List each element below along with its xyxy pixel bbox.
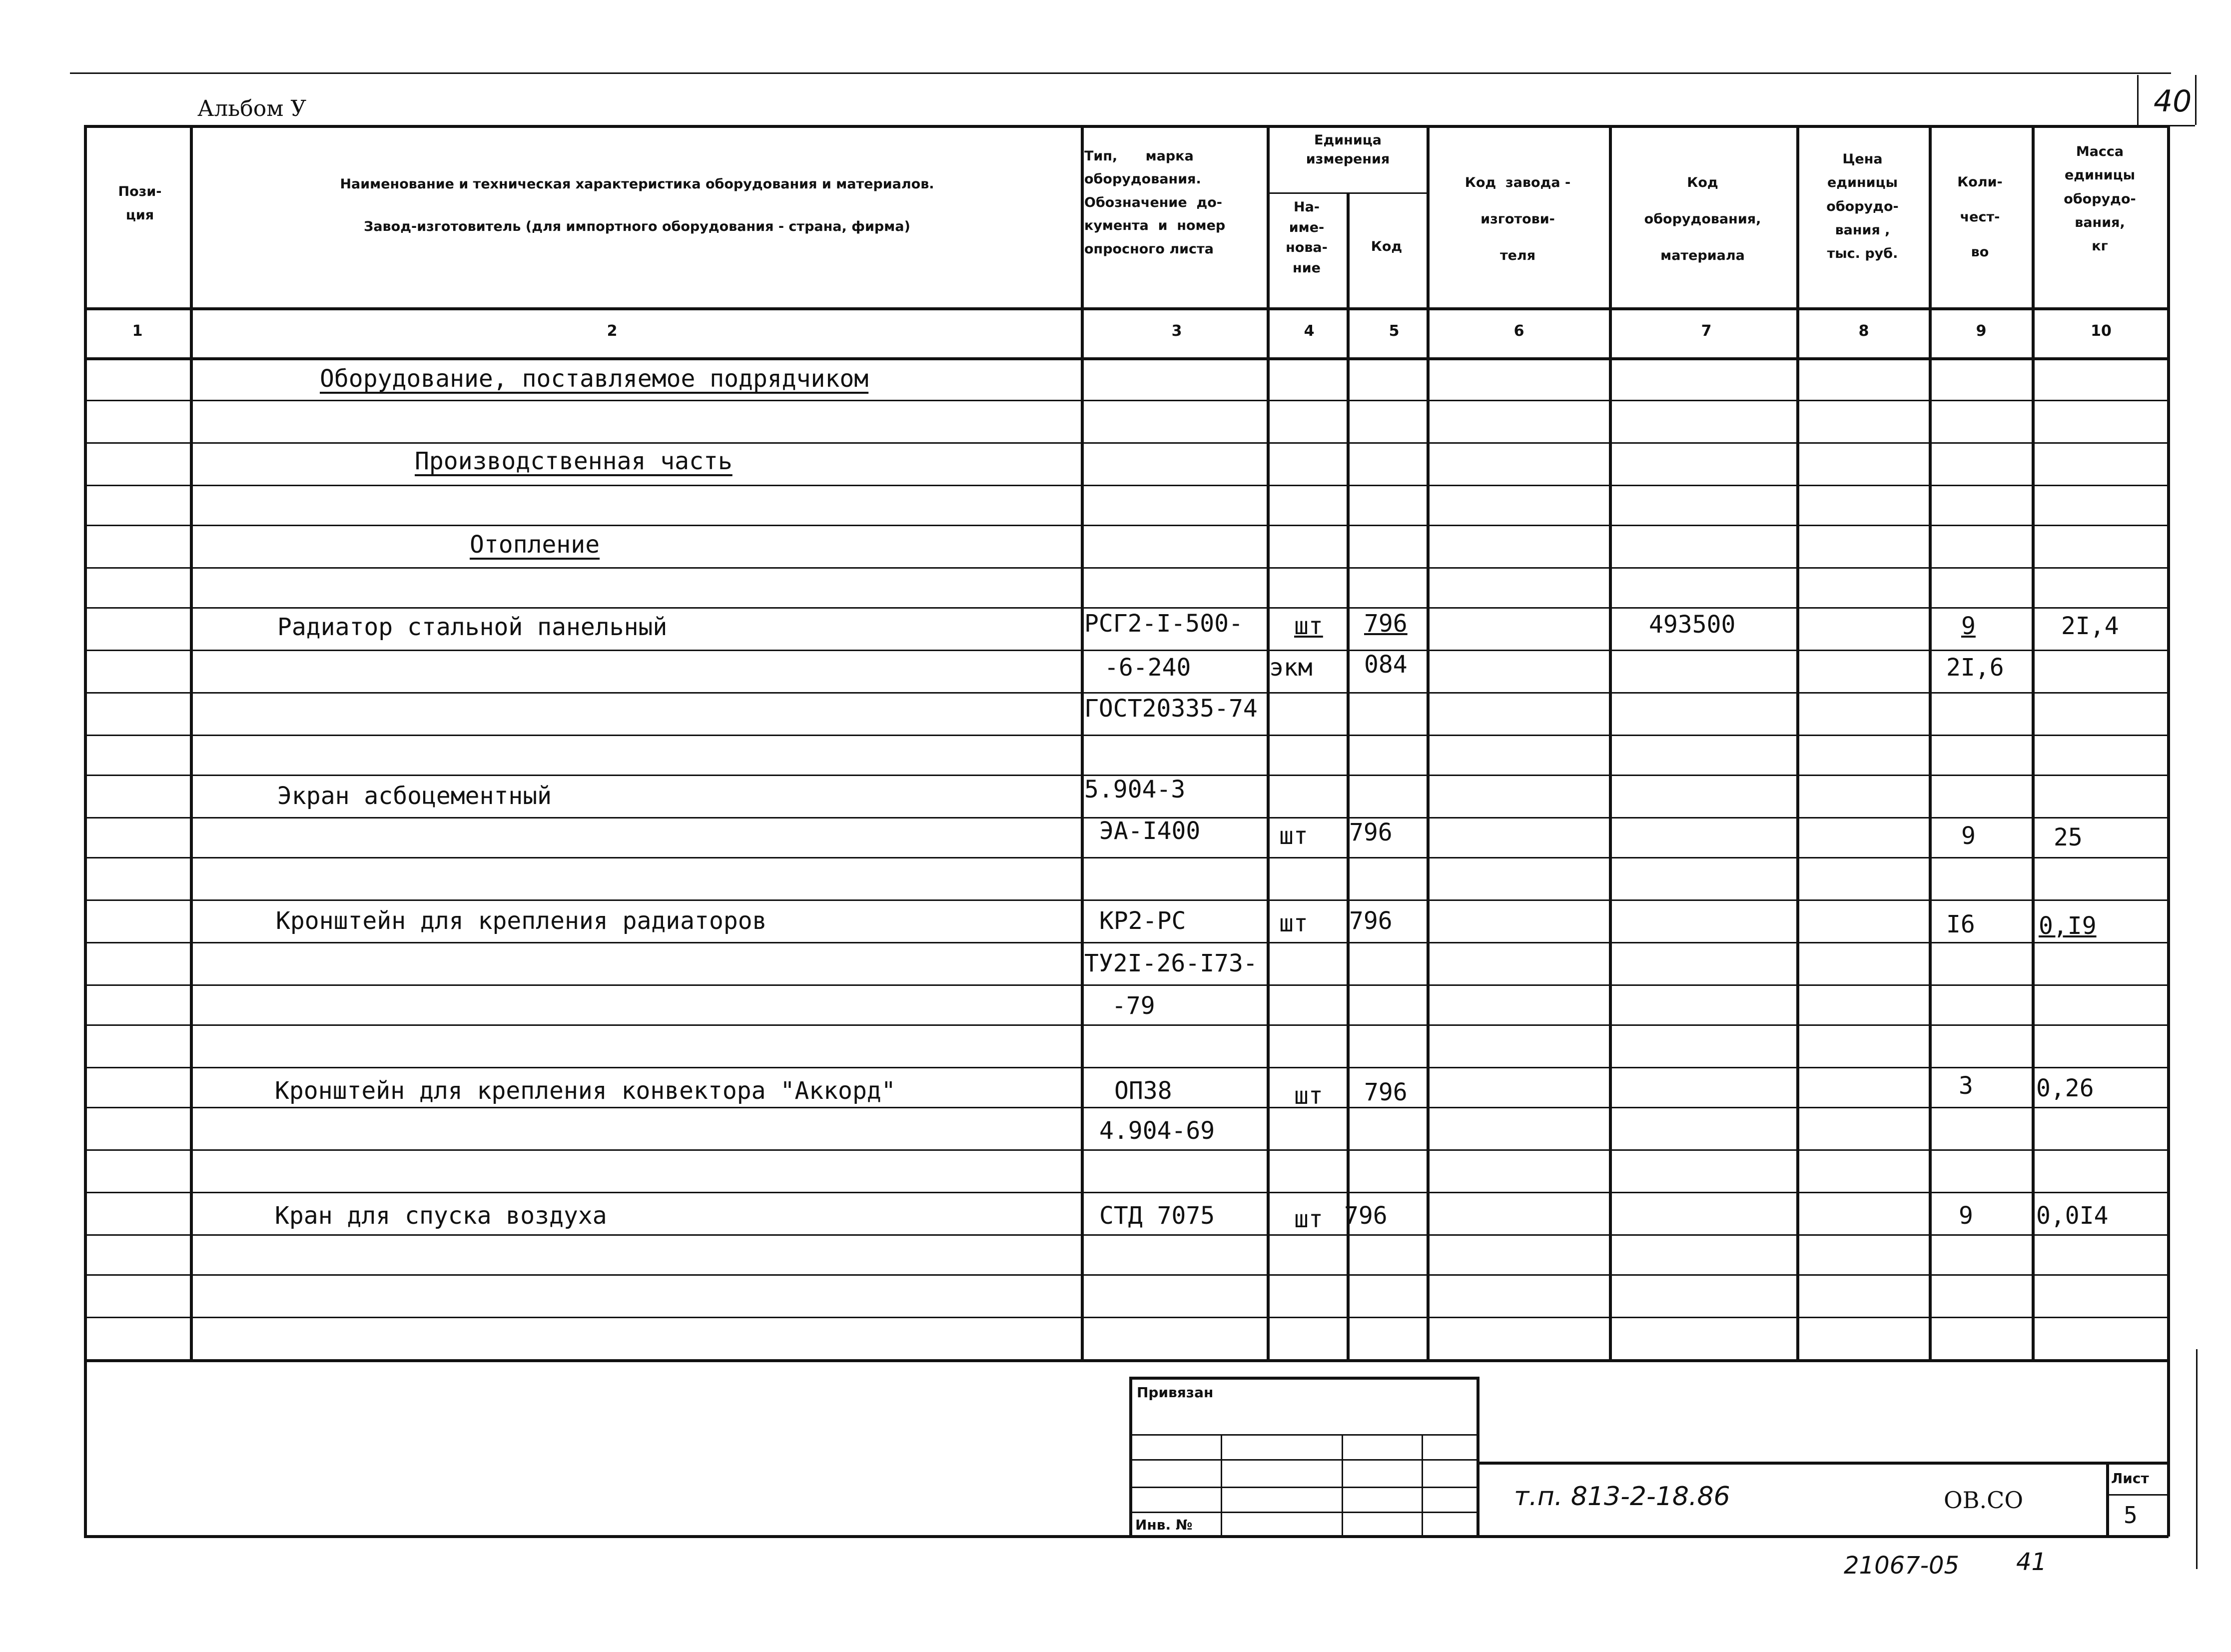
bracket-convector-code: 796 bbox=[1364, 1078, 1408, 1106]
radiator-unit-1: шт bbox=[1294, 612, 1323, 640]
radiator-quantity: 9 bbox=[1961, 612, 1976, 640]
screen-unit: шт bbox=[1279, 822, 1308, 850]
screen-code: 796 bbox=[1349, 819, 1393, 846]
colnum-2: 2 bbox=[607, 322, 618, 340]
section-production: Производственная часть bbox=[415, 447, 733, 475]
page-number: 40 bbox=[2154, 84, 2192, 119]
body-bottom-line bbox=[84, 1359, 2169, 1362]
header-name-line2: Завод-изготовитель (для импортного оборудования - страна, фирма) bbox=[364, 219, 910, 234]
colnum-6: 6 bbox=[1513, 322, 1524, 340]
header-quantity: Коли- чест- во bbox=[1957, 174, 2003, 260]
colnum-1: 1 bbox=[132, 322, 143, 340]
bracket-convector-unit: шт bbox=[1294, 1082, 1323, 1110]
document-code: т.п. 813-2-18.86 bbox=[1514, 1482, 1730, 1512]
radiator-type-2: -6-240 bbox=[1104, 654, 1191, 682]
colnum-bottom-line bbox=[84, 357, 2169, 360]
table-right-border bbox=[2167, 125, 2170, 1537]
header-equipment-code: Код оборудования, материала bbox=[1644, 175, 1761, 263]
bracket-convector-name: Кронштейн для крепления конвектора "Аккорд" bbox=[275, 1077, 896, 1105]
bracket-convector-type-2: 4.904-69 bbox=[1099, 1117, 1215, 1145]
inventory-number-label: Инв. № bbox=[1135, 1517, 1193, 1533]
right-margin-line bbox=[2196, 1349, 2198, 1569]
screen-type-1: 5.904-3 bbox=[1084, 776, 1186, 804]
section-code: ОВ.СО bbox=[1944, 1487, 2024, 1514]
header-unit-name: На- име- нова- ние bbox=[1286, 199, 1328, 276]
radiator-type-3: ГОСТ20335-74 bbox=[1084, 695, 1258, 723]
air-valve-unit: шт bbox=[1294, 1205, 1323, 1233]
radiator-code-1: 796 bbox=[1364, 610, 1408, 638]
page-number-box-left bbox=[2137, 75, 2139, 125]
header-maker-code: Код завода - изготови- теля bbox=[1465, 175, 1571, 263]
sheet-label: Лист bbox=[2111, 1470, 2149, 1487]
air-valve-code: 796 bbox=[1344, 1202, 1388, 1230]
radiator-code-2: 084 bbox=[1364, 651, 1408, 679]
header-unit-mass: Масса единицы оборудо- вания, кг bbox=[2064, 144, 2136, 254]
header-position: Пози- ция bbox=[118, 184, 162, 223]
header-unit-price: Цена единицы оборудо- вания , тыс. руб. bbox=[1826, 151, 1899, 261]
section-contractor-equipment: Оборудование, поставляемое подрядчиком bbox=[320, 365, 869, 393]
screen-name: Экран асбоцементный bbox=[277, 782, 552, 810]
radiator-type-1: РСГ2-I-500- bbox=[1084, 610, 1243, 638]
section-heating: Отопление bbox=[470, 531, 600, 559]
bracket-radiator-unit: шт bbox=[1279, 909, 1308, 937]
header-name-line1: Наименование и техническая характеристика оборудования и материалов. bbox=[340, 176, 934, 192]
air-valve-mass: 0,0I4 bbox=[2036, 1202, 2109, 1230]
bracket-radiator-mass: 0,I9 bbox=[2039, 912, 2097, 940]
screen-type-2: ЭА-I400 bbox=[1099, 817, 1201, 845]
radiator-unit-2: экм bbox=[1269, 654, 1313, 682]
table-bottom-border bbox=[84, 1535, 2169, 1538]
screen-quantity: 9 bbox=[1961, 822, 1976, 850]
table-top-border bbox=[84, 125, 2169, 128]
colnum-8: 8 bbox=[1858, 322, 1869, 340]
bracket-radiator-type-3: -79 bbox=[1112, 992, 1155, 1020]
header-unit-code: Код bbox=[1371, 239, 1403, 254]
colnum-4: 4 bbox=[1304, 322, 1315, 340]
screen-mass: 25 bbox=[2054, 824, 2083, 851]
radiator-name: Радиатор стальной панельный bbox=[277, 613, 668, 641]
bracket-convector-type-1: ОП38 bbox=[1114, 1077, 1172, 1105]
table-left-border bbox=[84, 125, 87, 1537]
colnum-9: 9 bbox=[1976, 322, 1987, 340]
radiator-equipment-code: 493500 bbox=[1649, 611, 1736, 639]
page-number-box-right bbox=[2195, 75, 2197, 125]
bracket-radiator-name: Кронштейн для крепления радиаторов bbox=[276, 907, 767, 935]
bracket-radiator-quantity: I6 bbox=[1946, 910, 1975, 938]
air-valve-name: Кран для спуска воздуха bbox=[275, 1202, 607, 1230]
air-valve-quantity: 9 bbox=[1959, 1202, 1973, 1230]
radiator-mass: 2I,4 bbox=[2061, 612, 2119, 640]
radiator-quantity-2: 2I,6 bbox=[1946, 654, 2004, 682]
header-bottom-line bbox=[84, 307, 2169, 310]
colnum-5: 5 bbox=[1389, 322, 1400, 340]
archive-page: 41 bbox=[2016, 1548, 2047, 1576]
header-unit: Единица измерения bbox=[1306, 132, 1390, 167]
colnum-7: 7 bbox=[1701, 322, 1712, 340]
bracket-radiator-type-2: ТУ2I-26-I73- bbox=[1084, 949, 1258, 977]
colnum-10: 10 bbox=[2091, 322, 2112, 340]
colnum-3: 3 bbox=[1171, 322, 1182, 340]
bracket-radiator-code: 796 bbox=[1349, 907, 1393, 935]
bracket-convector-quantity: 3 bbox=[1959, 1072, 1973, 1100]
archive-number: 21067-05 bbox=[1844, 1552, 1960, 1580]
header-type: Тип, марка оборудования. Обозначение до- кумента и номер опросного листа bbox=[1084, 148, 1226, 257]
top-edge-line bbox=[70, 72, 2171, 74]
bracket-convector-mass: 0,26 bbox=[2036, 1074, 2094, 1102]
unit-header-divider bbox=[1267, 192, 1427, 194]
album-title: Альбом У bbox=[197, 96, 307, 121]
air-valve-type: СТД 7075 bbox=[1099, 1202, 1215, 1230]
attached-label: Привязан bbox=[1137, 1384, 1214, 1401]
bracket-radiator-type-1: КР2-РС bbox=[1099, 907, 1186, 935]
sheet-number: 5 bbox=[2124, 1502, 2138, 1529]
